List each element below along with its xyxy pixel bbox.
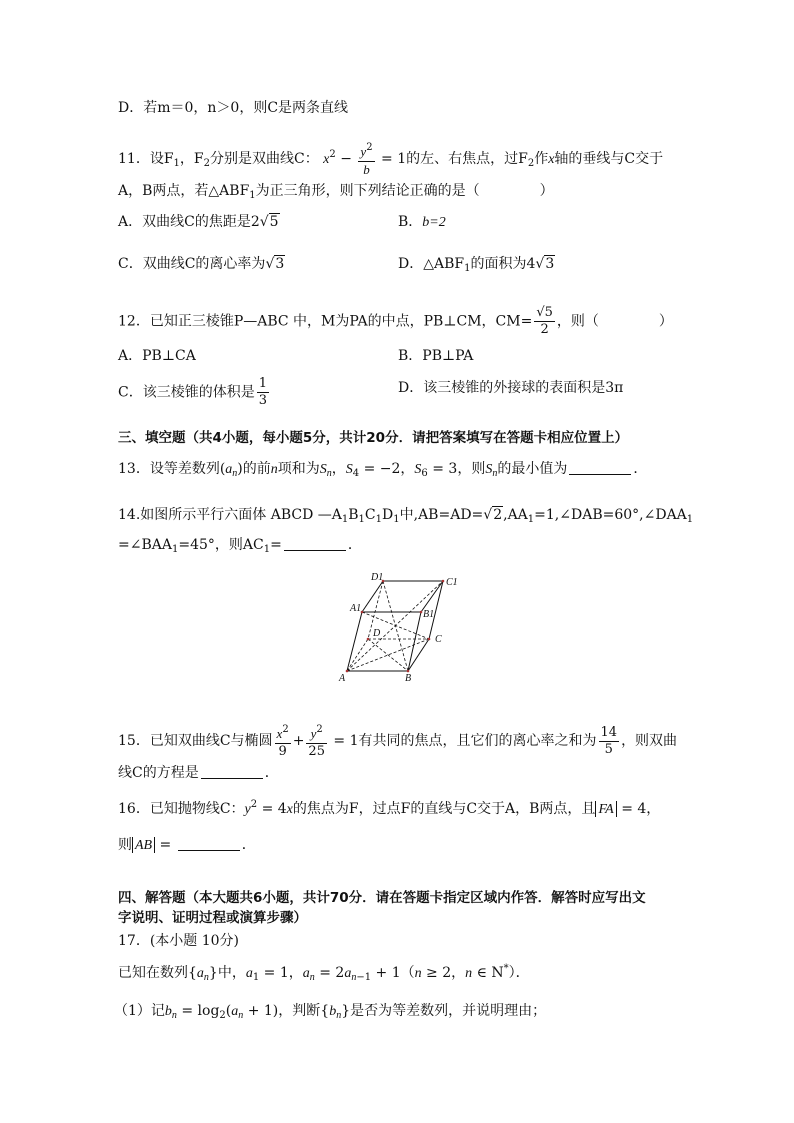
label-b: B xyxy=(405,673,412,684)
label-b1: B1 xyxy=(423,609,435,620)
diag-ac1 xyxy=(347,581,443,671)
q12-option-d: D．该三棱锥的外接球的表面积是3π xyxy=(398,380,624,396)
q14-stem-line2: $=\angle BAA_1=45^\circ$，则$AC_1=$ ． xyxy=(118,537,362,555)
section-4-heading-line2: 字说明、证明过程或演算步骤） xyxy=(118,910,307,926)
q11-option-c: C．双曲线C的离心率为√3 xyxy=(118,256,285,272)
eccentricity-sum-fraction: $\frac{14}{5}$ xyxy=(600,724,618,757)
q14-answer-blank[interactable] xyxy=(284,536,346,551)
q12-option-a: A．PB⊥CA xyxy=(118,348,196,364)
label-a: A xyxy=(339,673,346,684)
cm-fraction: $\frac{√5}{2}$ xyxy=(536,305,553,337)
q16-stem-line2: 则 AB = ． xyxy=(118,837,256,853)
q11-option-a: A．双曲线C的焦距是2√5 xyxy=(118,214,279,230)
edge-ad xyxy=(347,639,368,671)
section-3-heading: 三、填空题（共4小题，每小题5分，共计20分．请把答案填写在答题卡相应位置上） xyxy=(118,430,629,446)
label-c: C xyxy=(435,634,442,645)
q14-stem-line1: 14.如图所示平行六面体 ABCD $—A_1B_1C_1D_1$中$,AB=AD=√2,AA_1=1,\angle DAB=60^\circ,\angle DAA_1$ xyxy=(118,507,694,525)
q16-stem-line1: 16．已知抛物线C：$y^2 = 4x$的焦点为F，过点F的直线与C交于A，B两点，且 FA = 4， xyxy=(118,799,661,817)
q13-stem: 13．设等差数列$(a_n)$的前n项和为$S_n$，$S_4 = -2$，$S_6 = 3$，则$S_n$的最小值为 ． xyxy=(118,461,648,479)
label-a1: A1 xyxy=(350,603,362,614)
q17-heading: 17．(本小题 10分) xyxy=(118,933,240,949)
q16-answer-blank[interactable] xyxy=(178,836,240,851)
label-d1: D1 xyxy=(371,572,384,583)
q10-option-d: D．若m＝0，n＞0，则C是两条直线 xyxy=(118,100,349,116)
hyperbola-fraction: $\frac{y^2}{b}$ xyxy=(360,142,373,177)
q11-option-d: D．$\triangle ABF_1$的面积为4√3 xyxy=(398,256,555,274)
diag-db xyxy=(368,639,408,671)
parallelepiped-figure xyxy=(335,570,465,685)
edge-b1b xyxy=(408,612,421,671)
q15-stem-line2: 线C的方程是 ． xyxy=(118,765,279,781)
label-d: D xyxy=(373,628,381,639)
diag-d1b xyxy=(383,581,408,671)
q15-stem-line1: 15．已知双曲线C与椭圆 $\frac{x^2}{9}$ + $\frac{y^2}{25}$ = 1有共同的焦点，且它们的离心率之和为 $\frac{14}{5}$ ，则双曲 xyxy=(118,724,678,759)
label-c1: C1 xyxy=(446,577,458,588)
q11-option-b: B．b=2 xyxy=(398,214,446,230)
q15-answer-blank[interactable] xyxy=(201,764,263,779)
q11-stem-line1: 11．设$F_1$，$F_2$分别是双曲线C： $x^2$ − $\frac{y^2}{b}$ = 1的左、右焦点，过$F_2$作x轴的垂线与C交于 xyxy=(118,142,664,177)
q17-part1: （1）记$b_n = \log_2(a_n + 1)$，判断$\{b_n\}$是否为等差数列，并说明理由； xyxy=(114,1003,547,1021)
edge-a1a xyxy=(347,612,362,671)
q13-answer-blank[interactable] xyxy=(569,460,631,475)
q12-option-b: B．PB⊥PA xyxy=(398,348,474,364)
q11-stem-line2: A，B两点，若$\triangle ABF_1$为正三角形，则下列结论正确的是（ ） xyxy=(118,183,554,201)
q12-stem: 12．已知正三棱锥P—ABC 中，M为PA的中点，PB⊥CM，CM= $\frac{√5}{2}$ ，则（ ） xyxy=(118,305,673,337)
section-4-heading-line1: 四、解答题（本大题共6小题，共计70分．请在答题卡指定区域内作答．解答时应写出文 xyxy=(118,890,646,906)
volume-fraction: $\frac{1}{3}$ xyxy=(258,376,267,408)
q17-stem: 已知在数列$\{a_n\}$中，$a_1 = 1$，$a_n = 2a_{n-1} + 1(n \ge 2$，n ∈ N*）． xyxy=(118,963,530,983)
q12-option-c: C．该三棱锥的体积是 $\frac{1}{3}$ xyxy=(118,376,267,408)
edge-d1a1 xyxy=(362,581,383,612)
